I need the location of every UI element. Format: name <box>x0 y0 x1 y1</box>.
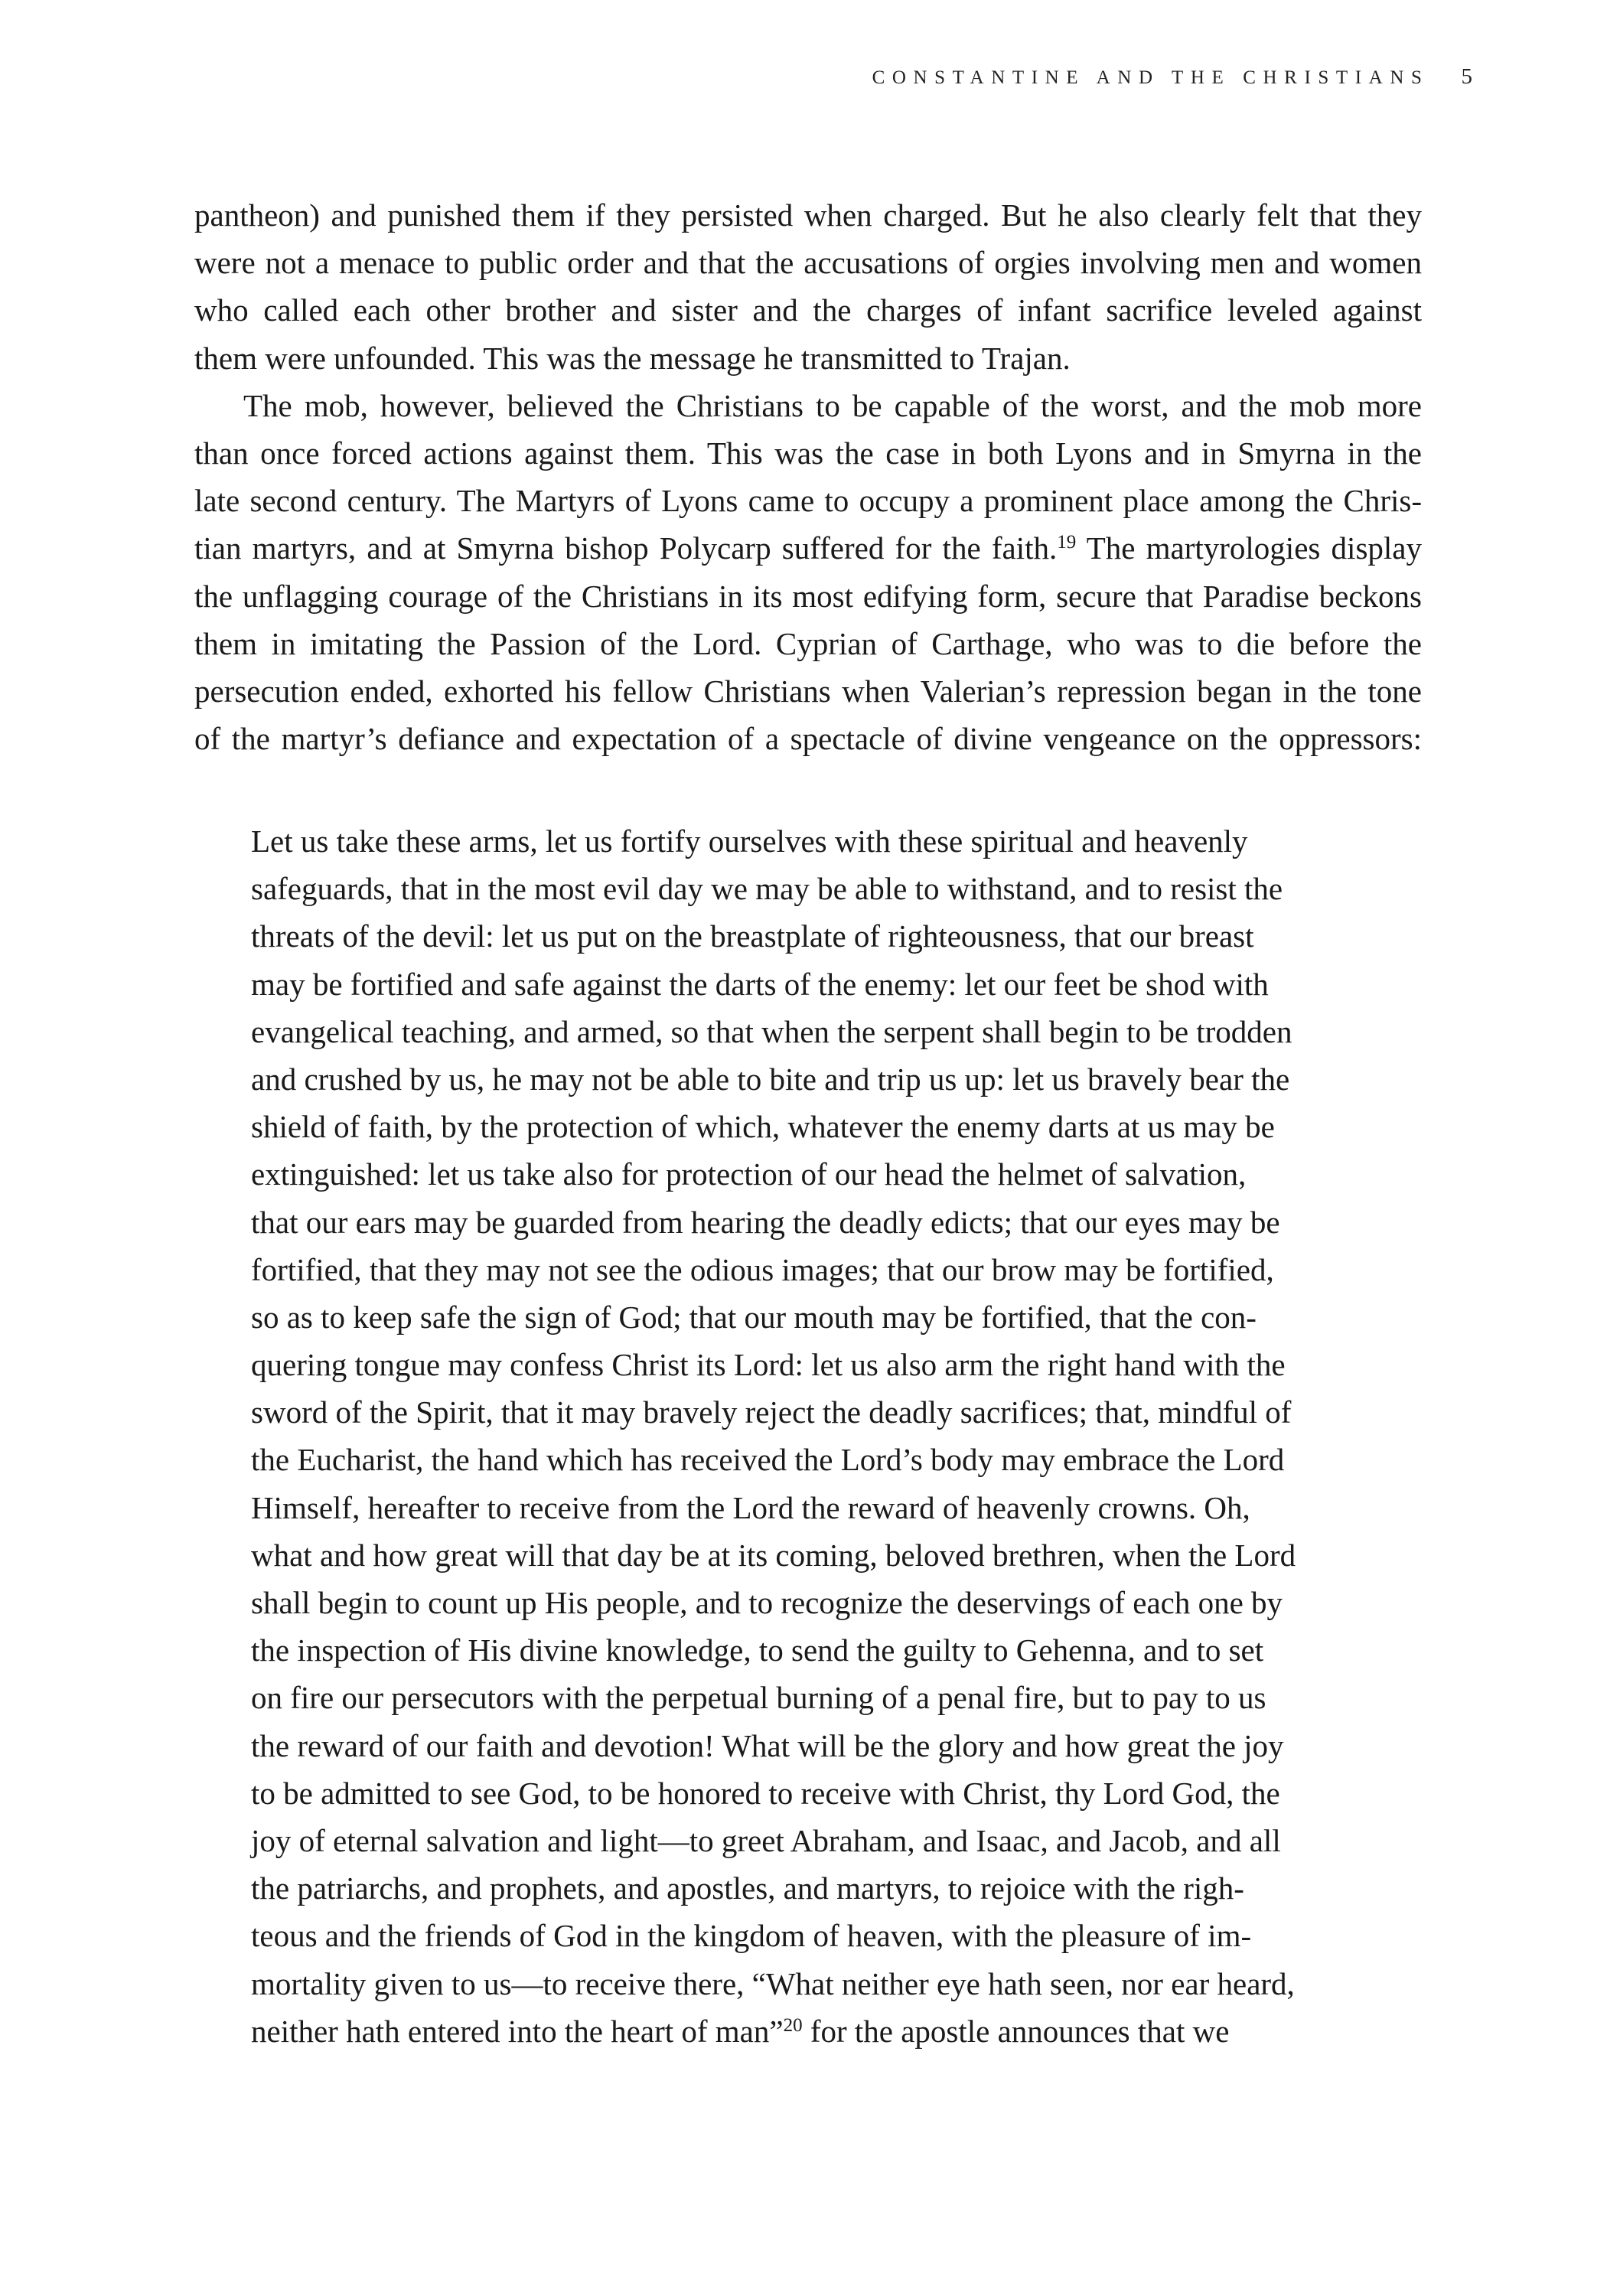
text-line: of the martyr’s defiance and expectation of a spectacle of divine vengeance on the oppressors: <box>194 721 1422 757</box>
text-line: were not a menace to public order and that the accusations of orgies involving men and women <box>194 245 1422 281</box>
quote-line: fortified, that they may not see the odious images; that our brow may be fortified, <box>251 1251 1274 1287</box>
text-line: pantheon) and punished them if they persisted when charged. But he also clearly felt that they <box>194 197 1422 233</box>
text-segment: The martyrologies display <box>1076 530 1422 566</box>
quote-line: quering tongue may confess Christ its Lord: let us also arm the right hand with the <box>251 1347 1286 1383</box>
quote-line: the Eucharist, the hand which has received the Lord’s body may embrace the Lord <box>251 1442 1285 1478</box>
page-number: 5 <box>1461 64 1472 89</box>
text-segment: tian martyrs, and at Smyrna bishop Polycarp suffered for the faith. <box>194 530 1058 566</box>
quote-line: Let us take these arms, let us fortify ourselves with these spiritual and heavenly <box>251 823 1248 859</box>
quote-line: sword of the Spirit, that it may bravely reject the deadly sacrifices; that, mindful of <box>251 1394 1292 1430</box>
quote-line: teous and the friends of God in the kingdom of heaven, with the pleasure of im- <box>251 1918 1252 1954</box>
running-title: CONSTANTINE AND THE CHRISTIANS <box>872 67 1429 88</box>
quote-line: safeguards, that in the most evil day we may be able to withstand, and to resist the <box>251 871 1283 907</box>
quote-line-with-note <box>251 2007 1367 2055</box>
quote-line: the patriarchs, and prophets, and apostles, and martyrs, to rejoice with the righ- <box>251 1870 1244 1906</box>
quote-line: threats of the devil: let us put on the breastplate of righteousness, that our breast <box>251 918 1254 954</box>
text-segment: neither hath entered into the heart of man” <box>251 2013 784 2049</box>
text-line: persecution ended, exhorted his fellow Christians when Valerian’s repression began in the tone <box>194 673 1422 709</box>
quote-line: that our ears may be guarded from hearing the deadly edicts; that our eyes may be <box>251 1204 1280 1240</box>
running-head <box>872 64 1472 90</box>
text-line: The mob, however, believed the Christians to be capable of the worst, and the mob more <box>243 387 1422 423</box>
text-line-with-note <box>194 524 1422 572</box>
quote-line: may be fortified and safe against the darts of the enemy: let our feet be shod with <box>251 966 1269 1002</box>
quote-line: the inspection of His divine knowledge, to send the guilty to Gehenna, and to set <box>251 1632 1264 1668</box>
quote-line: so as to keep safe the sign of God; that our mouth may be fortified, that the con- <box>251 1299 1257 1335</box>
quote-line: Himself, hereafter to receive from the Lord the reward of heavenly crowns. Oh, <box>251 1489 1250 1525</box>
quote-line: to be admitted to see God, to be honored to receive with Christ, thy Lord God, the <box>251 1775 1280 1811</box>
paragraph-1 <box>194 191 1422 382</box>
body-text <box>194 191 1422 762</box>
text-line: them in imitating the Passion of the Lord. Cyprian of Carthage, who was to die before the <box>194 625 1422 661</box>
footnote-marker-20[interactable]: 20 <box>783 2014 803 2036</box>
quote-line: shall begin to count up His people, and to recognize the deservings of each one by <box>251 1585 1283 1620</box>
paragraph-2 <box>194 382 1422 763</box>
text-line: the unflagging courage of the Christians in its most edifying form, secure that Paradise beckons <box>194 578 1422 614</box>
quote-line: mortality given to us—to receive there, “What neither eye hath seen, nor ear heard, <box>251 1965 1295 2001</box>
text-segment: for the apostle announces that we <box>802 2013 1230 2049</box>
quote-line: shield of faith, by the protection of which, whatever the enemy darts at us may be <box>251 1109 1275 1145</box>
quote-line: the reward of our faith and devotion! What will be the glory and how great the joy <box>251 1727 1284 1763</box>
text-line: late second century. The Martyrs of Lyons came to occupy a prominent place among the Chris- <box>194 483 1422 519</box>
quote-line: on fire our persecutors with the perpetual burning of a penal fire, but to pay to us <box>251 1680 1266 1716</box>
text-line: than once forced actions against them. This was the case in both Lyons and in Smyrna in the <box>194 435 1422 471</box>
quote-line: evangelical teaching, and armed, so that when the serpent shall begin to be trodden <box>251 1013 1292 1049</box>
footnote-marker-19[interactable]: 19 <box>1057 532 1077 553</box>
quote-line: joy of eternal salvation and light—to greet Abraham, and Isaac, and Jacob, and all <box>251 1822 1281 1858</box>
quote-line: and crushed by us, he may not be able to bite and trip us up: let us bravely bear the <box>251 1061 1290 1097</box>
text-line: them were unfounded. This was the message he transmitted to Trajan. <box>194 340 1071 376</box>
quote-line: extinguished: let us take also for protection of our head the helmet of salvation, <box>251 1156 1247 1192</box>
block-quote <box>251 817 1367 2055</box>
quote-line: what and how great will that day be at its coming, beloved brethren, when the Lord <box>251 1537 1296 1573</box>
text-line: who called each other brother and sister and the charges of infant sacrifice leveled against <box>194 292 1422 328</box>
